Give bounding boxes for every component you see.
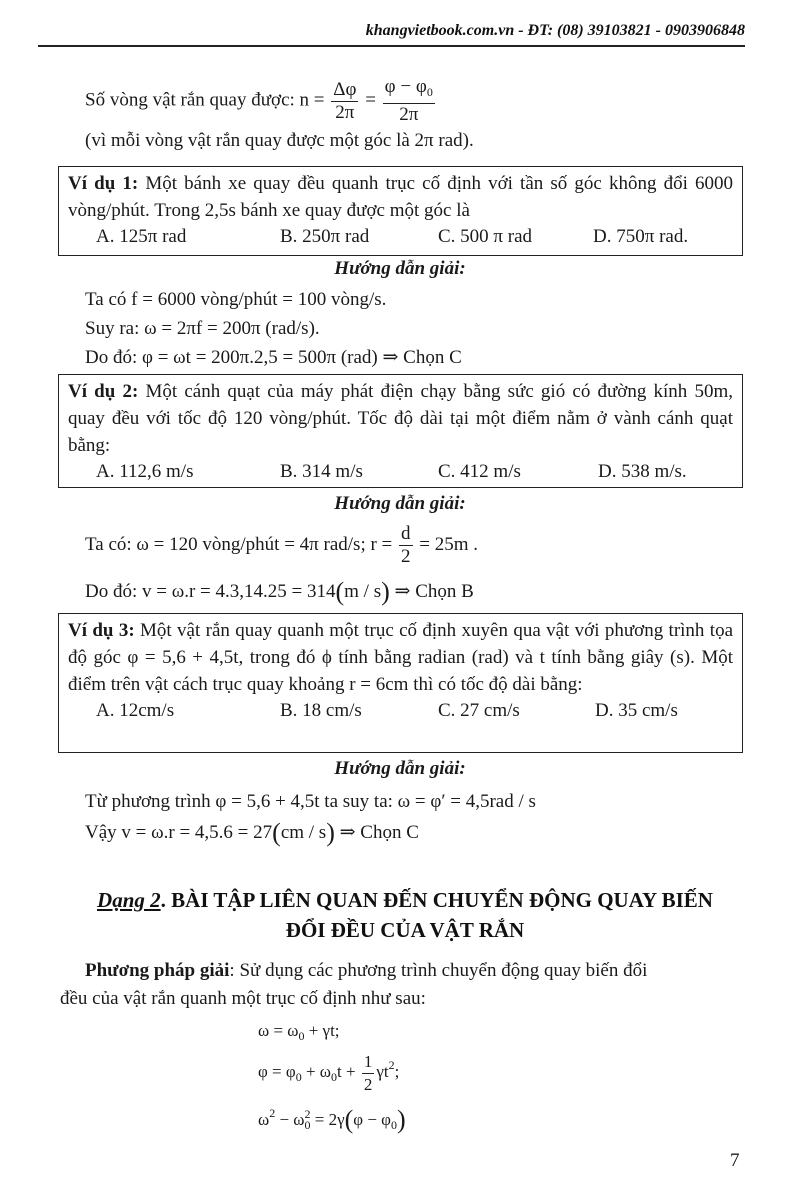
fraction-delta-phi: $\frac{\Delta\varphi}{2\pi}$ <box>333 78 357 123</box>
guide-title: Hướng dẫn giải: <box>334 258 466 279</box>
fraction-phi-diff: $\frac{\varphi - \varphi_0}{2\pi}$ <box>384 76 433 125</box>
option-a: A. 12cm/s <box>96 700 175 721</box>
solution-line: Vậy v = ω.r = 4,5.6 = 27(cm / s) ⇒ Chọn C <box>85 818 419 847</box>
section-heading: Dạng 2. BÀI TẬP LIÊN QUAN ĐẾN CHUYỂN ĐỘNG QUAY BIẾN ĐỔI ĐỀU CỦA VẬT RẮN <box>97 888 713 942</box>
method-paragraph-cont: đều của vật rắn quanh một trục cố định như sau: <box>60 988 426 1009</box>
header-divider <box>38 45 745 47</box>
option-c: C. 500 π rad <box>438 226 533 247</box>
solution-line: Suy ra: ω = 2πf = 200π (rad/s). <box>85 318 320 339</box>
example-label: Ví dụ 1: <box>68 173 139 194</box>
option-d: D. 538 m/s. <box>598 461 687 482</box>
option-c: C. 27 cm/s <box>438 700 520 721</box>
option-a: A. 125π rad <box>96 226 187 247</box>
option-b: B. 314 m/s <box>280 461 363 482</box>
answer-options <box>68 698 733 726</box>
intro-note: (vì mỗi vòng vật rắn quay được một góc là 2π rad). <box>85 130 474 151</box>
answer-options <box>68 459 733 487</box>
example-3-box <box>58 613 743 753</box>
example-question: Một cánh quạt của máy phát điện chạy bằng sức gió có đường kính 50m, quay đều với tốc độ 120 vòng/phút. Tốc độ dài tại một điểm nằm ở vành cánh quạt bằng: <box>68 381 733 456</box>
guide-title: Hướng dẫn giải: <box>334 493 466 514</box>
option-b: B. 250π rad <box>280 226 370 247</box>
page-number: 7 <box>730 1150 740 1171</box>
fraction-d-over-2: $\frac{d}{2}$ <box>401 523 411 567</box>
revolutions-formula: Số vòng vật rắn quay được: n = $\frac{\Delta\varphi}{2\pi}$ = $\frac{\varphi - \varphi_0}{2\pi}$ <box>85 76 433 125</box>
method-paragraph: Phương pháp giải: Sử dụng các phương trình chuyển động quay biến đổi <box>85 960 648 981</box>
solution-line: Do đó: v = ω.r = 4.3,14.25 = 314(m / s) ⇒ Chọn B <box>85 577 474 606</box>
option-b: B. 18 cm/s <box>280 700 362 721</box>
equation-angle: $\varphi = \varphi_0 + \omega_0t$ + $\frac{1}{2}$ $\gamma t^2$; <box>258 1051 400 1094</box>
equation-velocity-squared: $\omega^2 - \omega$ 2 $_0 = 2\gamma(\varphi - \varphi_0)$ <box>258 1105 406 1134</box>
example-label: Ví dụ 2: <box>68 381 139 402</box>
method-label: Phương pháp giải <box>85 960 230 981</box>
option-c: C. 412 m/s <box>438 461 521 482</box>
example-1-box <box>58 166 743 256</box>
solution-line: Do đó: φ = ωt = 200π.2,5 = 500π (rad) ⇒ Chọn C <box>85 347 462 368</box>
solution-line: Ta có f = 6000 vòng/phút = 100 vòng/s. <box>85 289 387 310</box>
example-label: Ví dụ 3: <box>68 620 135 641</box>
example-2-box <box>58 374 743 488</box>
fraction-one-half: $\frac{1}{2}$ <box>363 1051 373 1094</box>
formula-label: Số vòng vật rắn quay được: n = <box>85 89 325 111</box>
option-d: D. 750π rad. <box>593 226 689 247</box>
example-question: Một bánh xe quay đều quanh trục cố định với tần số góc không đổi 6000 vòng/phút. Trong 2,5s bánh xe quay được một góc là <box>68 173 734 221</box>
option-a: A. 112,6 m/s <box>96 461 194 482</box>
answer-options <box>68 224 733 252</box>
solution-line: Từ phương trình φ = 5,6 + 4,5t ta suy ta: ω = φ′ = 4,5rad / s <box>85 791 536 812</box>
guide-title: Hướng dẫn giải: <box>334 758 466 779</box>
solution-line: Ta có: ω = 120 vòng/phút = 4π rad/s; r = $\frac{d}{2}$ = 25m . <box>85 523 479 567</box>
example-question: Một vật rắn quay quanh một trục cố định xuyên qua vật với phương trình tọa độ góc φ = 5,6 + 4,5t, trong đó ϕ tính bằng radian (rad) và t tính bằng giây (s). Một điểm trên vật cách trục quay khoảng r = 6cm thì có tốc độ dài bằng: <box>68 620 733 695</box>
option-d: D. 35 cm/s <box>595 700 678 721</box>
section-label: Dạng 2 <box>97 888 161 912</box>
equation-angular-velocity: $\omega = \omega_0 + \gamma t$; <box>258 1021 340 1043</box>
page-header: khangvietbook.com.vn - ĐT: (08) 39103821 - 0903906848 <box>365 22 745 39</box>
